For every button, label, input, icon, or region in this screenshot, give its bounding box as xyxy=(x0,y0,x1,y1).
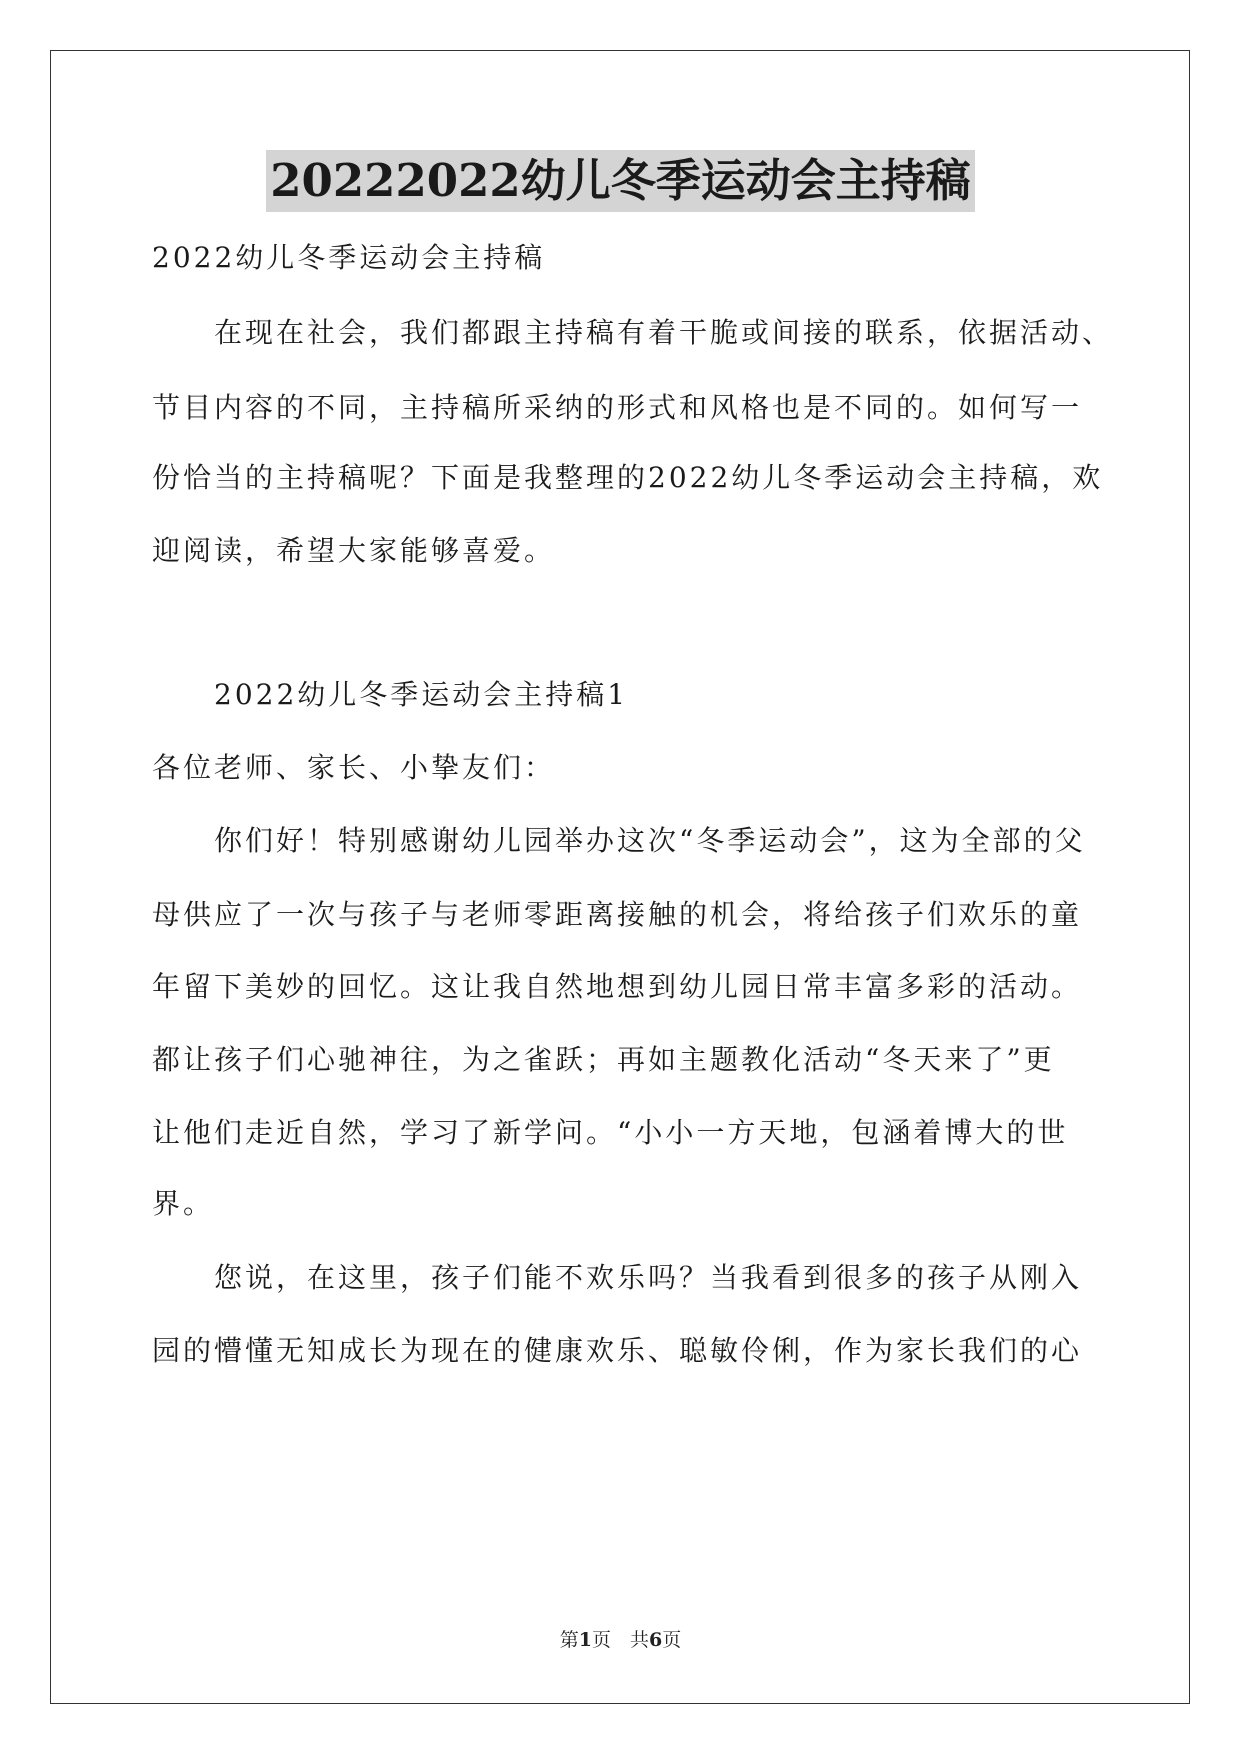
intro-line: 节目内容的不同，主持稿所采纳的形式和风格也是不同的。如何写一 xyxy=(152,391,1083,424)
paragraph-line: 母供应了一次与孩子与老师零距离接触的机会，将给孩子们欢乐的童 xyxy=(152,898,1083,931)
paragraph-line: 你们好！特别感谢幼儿园举办这次“冬季运动会”，这为全部的父 xyxy=(214,824,1086,857)
page-footer xyxy=(0,1625,1241,1652)
page-suffix: 页 xyxy=(662,1629,682,1651)
page-border xyxy=(50,50,1190,1704)
paragraph-line: 您说，在这里，孩子们能不欢乐吗？当我看到很多的孩子从刚入 xyxy=(214,1261,1083,1294)
page-prefix: 第 xyxy=(559,1629,579,1651)
paragraph-line: 园的懵懂无知成长为现在的健康欢乐、聪敏伶俐，作为家长我们的心 xyxy=(152,1334,1083,1367)
greeting-line: 各位老师、家长、小挚友们： xyxy=(152,751,556,784)
page-mid: 页 共 xyxy=(591,1629,649,1651)
paragraph-line: 都让孩子们心驰神往，为之雀跃；再如主题教化活动“冬天来了”更 xyxy=(152,1043,1055,1076)
page-current: 1 xyxy=(578,1629,592,1651)
intro-line: 迎阅读，希望大家能够喜爱。 xyxy=(152,534,556,567)
title-wrap xyxy=(0,150,1241,212)
paragraph-line: 让他们走近自然，学习了新学问。“小小一方天地，包涵着博大的世 xyxy=(152,1116,1069,1149)
section-heading: 2022幼儿冬季运动会主持稿1 xyxy=(214,678,629,711)
intro-line: 份恰当的主持稿呢？下面是我整理的2022幼儿冬季运动会主持稿，欢 xyxy=(152,461,1104,494)
document-title: 20222022幼儿冬季运动会主持稿 xyxy=(266,150,975,212)
intro-line: 在现在社会，我们都跟主持稿有着干脆或间接的联系，依据活动、 xyxy=(214,316,1114,349)
document-subtitle: 2022幼儿冬季运动会主持稿 xyxy=(152,241,546,274)
page-total: 6 xyxy=(649,1629,663,1651)
paragraph-line: 年留下美妙的回忆。这让我自然地想到幼儿园日常丰富多彩的活动。 xyxy=(152,970,1083,1003)
paragraph-line: 界。 xyxy=(152,1187,215,1220)
